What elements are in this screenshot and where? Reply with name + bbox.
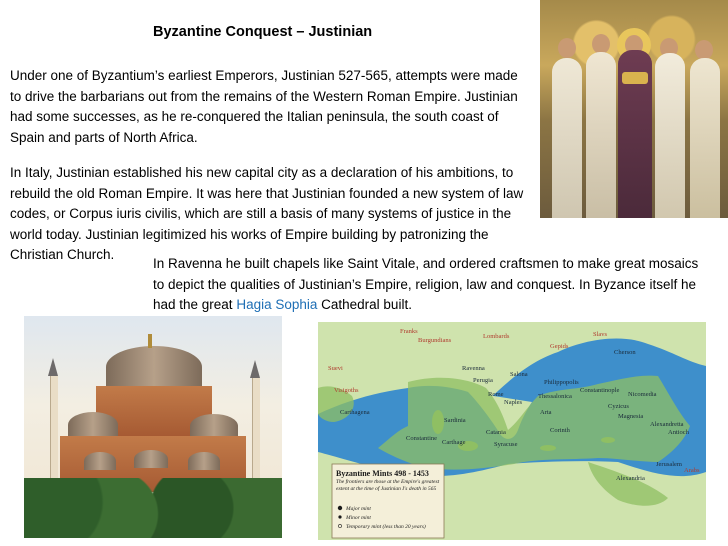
legend-note-wrapper	[336, 479, 440, 501]
legend-item-minor: Minor mint	[346, 515, 371, 521]
legend-note: The frontiers are those at the Empire's greatest extent at the time of Justinian I's death in 565	[336, 479, 440, 492]
label-perugia: Perugia	[473, 377, 493, 384]
label-ravenna: Ravenna	[462, 365, 485, 372]
label-alexandria: Alexandria	[616, 475, 645, 482]
label-philippopolis: Philippopolis	[544, 379, 579, 386]
hagia-sophia-link[interactable]: Hagia Sophia	[236, 297, 318, 313]
label-lombards: Lombards	[483, 333, 510, 340]
paragraph-intro: Under one of Byzantium’s earliest Emperors, Justinian 527-565, attempts were made to drive the barbarians out from the remains of the Western Roman Empire. Justinian had some successes, as he re-conquered the Italian peninsula, the south coast of Spain and parts of North Africa.	[10, 68, 518, 145]
slide-title: Byzantine Conquest – Justinian	[153, 24, 373, 40]
label-alexandretta: Alexandretta	[650, 421, 684, 428]
label-constantinople: Constantinople	[580, 387, 620, 394]
paragraph-ravenna	[153, 254, 713, 316]
label-salona: Salona	[510, 371, 528, 378]
paragraph-ravenna-end: Cathedral built.	[317, 297, 412, 313]
legend-item-major: Major mint	[346, 506, 371, 512]
legend-major-mint-marker	[338, 506, 342, 510]
label-arta: Arta	[540, 409, 552, 416]
map-svg	[318, 322, 706, 540]
label-suevi: Suevi	[328, 365, 343, 372]
label-visigoths: Visigoths	[334, 387, 359, 394]
label-burgundians: Burgundians	[418, 337, 452, 344]
label-slavs: Slavs	[593, 331, 608, 338]
paragraph-italy: In Italy, Justinian established his new capital city as a declaration of his ambitions, to rebuild the old Roman Empire. It was here that Justinian founded a new system of law codes, or Corpus iuris civilis, which are still a basis of many systems of justice in the world today. Justinian legitimized his works of Empire building by patronizing the Christian Church.	[10, 165, 524, 263]
legend-item-temporary: Temporary mint (less than 20 years)	[346, 524, 426, 530]
label-gepids: Gepids	[550, 343, 569, 350]
label-carthagena: Carthagena	[340, 409, 370, 416]
label-corinth: Corinth	[550, 427, 570, 434]
justinian-mosaic-image	[540, 0, 728, 218]
paragraph-ravenna-text: In Ravenna he built chapels like Saint Vitale, and ordered craftsmen to make great mosaics to depict the qualities of Justinian’s Empire, religion, law and conquest. In Byzance itself he had the great	[153, 256, 699, 313]
label-antioch: Antioch	[668, 429, 689, 436]
label-syracuse: Syracuse	[494, 441, 518, 448]
byzantine-empire-map	[318, 322, 706, 540]
label-rome: Rome	[488, 391, 504, 398]
label-franks: Franks	[400, 328, 418, 335]
legend-minor-mint-marker	[338, 515, 341, 518]
legend-title: Byzantine Mints 498 - 1453	[336, 469, 429, 478]
label-catania: Catania	[486, 429, 506, 436]
label-cherson: Cherson	[614, 349, 636, 356]
label-magnesia: Magnesia	[618, 413, 644, 420]
label-naples: Naples	[504, 399, 523, 406]
label-constantine: Constantine	[406, 435, 438, 442]
label-jerusalem: Jerusalem	[656, 461, 682, 468]
label-sardinia: Sardinia	[444, 417, 466, 424]
label-carthage: Carthage	[442, 439, 466, 446]
label-thessalonica: Thessalonica	[538, 393, 572, 400]
hagia-sophia-image	[24, 316, 282, 538]
label-cyzicus: Cyzicus	[608, 403, 629, 410]
label-arabs: Arabs	[684, 467, 700, 474]
label-nicomedia: Nicomedia	[628, 391, 657, 398]
